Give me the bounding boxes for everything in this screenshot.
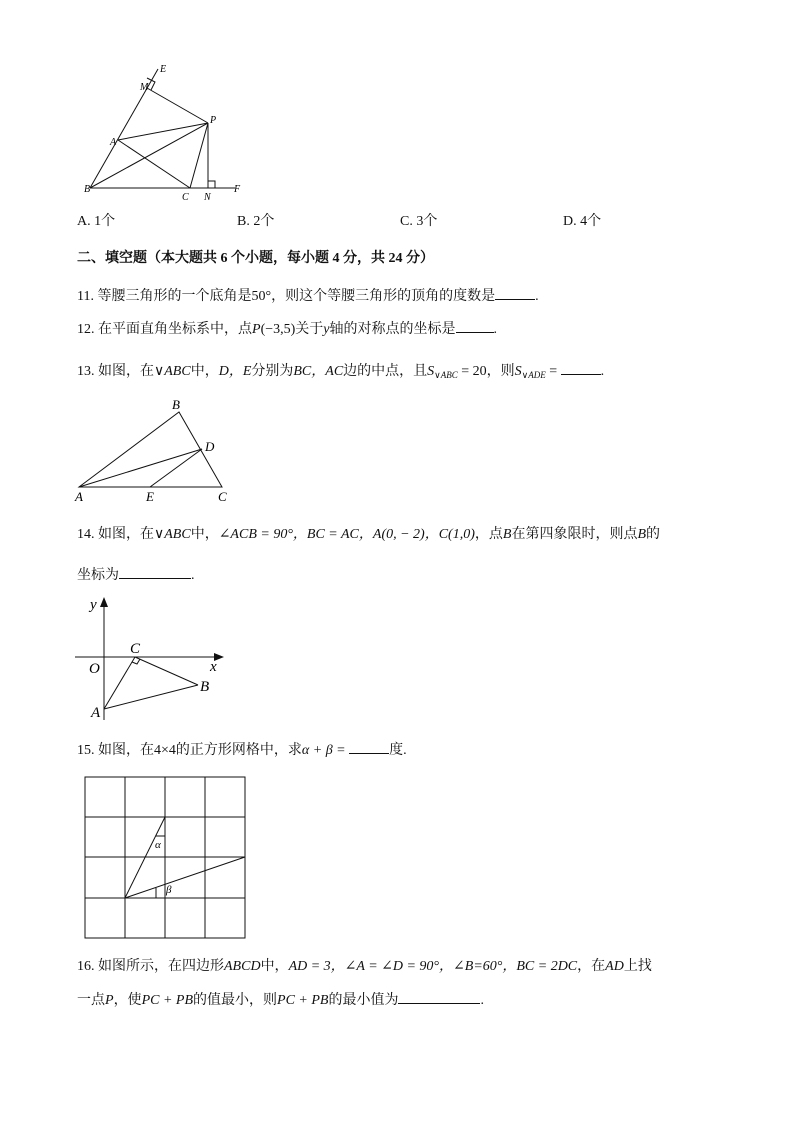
label-alpha: α (155, 839, 161, 851)
label-a: A (110, 137, 117, 148)
label-y: y (90, 597, 97, 613)
label-f: F (234, 184, 241, 195)
label-b: B (200, 679, 210, 695)
choice-c[interactable]: C. 3个 (400, 214, 438, 229)
answer-blank[interactable] (398, 989, 480, 1004)
question-14-line2: 坐标为 . (77, 564, 195, 585)
question-13: 13. 如图，在∨ABC中，D，E分别为BC，AC边的中点，且$S_{\vee ABC} = 20$，则$S_{\vee ADE}$ = . (77, 360, 604, 384)
label-c: C (130, 641, 141, 657)
label-a: A (75, 489, 83, 504)
section-heading: 二、填空题（本大题共 6 个小题，每小题 4 分，共 24 分） (77, 251, 434, 266)
answer-blank[interactable] (495, 285, 535, 300)
answer-blank[interactable] (456, 318, 494, 333)
label-c: C (218, 489, 227, 504)
figure-q13 (72, 395, 242, 505)
choice-a[interactable]: A. 1个 (77, 214, 116, 229)
label-a: A (91, 705, 101, 721)
figure-q10 (80, 60, 255, 205)
label-o: O (89, 661, 100, 677)
figure-q14 (75, 595, 225, 725)
choice-b[interactable]: B. 2个 (237, 214, 275, 229)
label-p: P (210, 115, 217, 126)
label-e: E (160, 64, 167, 75)
label-x: x (210, 659, 217, 675)
question-15: 15. 如图，在4×4的正方形网格中，求α + β = 度. (77, 739, 407, 760)
answer-blank[interactable] (561, 360, 601, 375)
question-16-line2: 一点P，使PC + PB的值最小，则PC + PB的最小值为 . (77, 989, 484, 1010)
question-14: 14. 如图，在∨ABC中，∠ACB = 90°，BC = AC，A(0, − 2)，C(1,0)，点B在第四象限时，则点B的 (77, 527, 661, 542)
label-n: N (204, 192, 211, 203)
question-11: 11. 等腰三角形的一个底角是50°，则这个等腰三角形的顶角的度数是 . (77, 285, 539, 306)
label-m: M (140, 82, 149, 93)
label-beta: β (166, 884, 172, 896)
choice-d[interactable]: D. 4个 (563, 214, 602, 229)
label-e: E (146, 489, 154, 504)
label-c: C (182, 192, 189, 203)
question-16: 16. 如图所示，在四边形ABCD中，AD = 3，∠A = ∠D = 90°，∠B=60°，BC = 2DC，在AD上找 (77, 959, 652, 974)
answer-blank[interactable] (349, 739, 389, 754)
label-d: D (205, 439, 215, 454)
figure-q15 (84, 776, 248, 942)
question-12: 12. 在平面直角坐标系中，点P(−3,5)关于y轴的对称点的坐标是 . (77, 318, 497, 339)
answer-blank[interactable] (119, 564, 191, 579)
label-b: B (84, 184, 91, 195)
label-b: B (172, 397, 180, 412)
